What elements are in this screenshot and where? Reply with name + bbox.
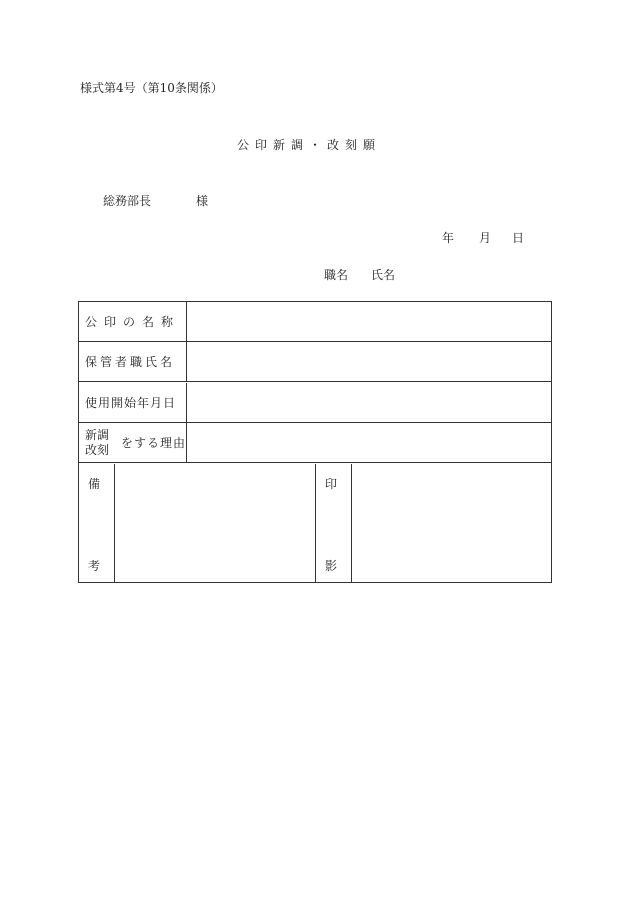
seal-impression-field[interactable] bbox=[352, 464, 551, 582]
custodian-label: 保管者職氏名 bbox=[85, 355, 176, 369]
form-number: 様式第4号（第10条関係） bbox=[80, 81, 223, 95]
date-year-label: 年 bbox=[442, 231, 455, 245]
column-divider bbox=[315, 464, 316, 582]
remarks-label-top: 備 bbox=[88, 477, 101, 491]
remarks-seal-row bbox=[79, 464, 551, 582]
addressee: 総務部長 bbox=[103, 194, 152, 208]
recarve-label: 改刻 bbox=[85, 443, 110, 457]
application-table bbox=[78, 301, 552, 583]
applicant-position-label: 職名 bbox=[324, 268, 349, 282]
seal-name-label: 公印の名称 bbox=[85, 315, 181, 329]
remarks-field[interactable] bbox=[115, 464, 315, 582]
seal-impression-label-bottom: 影 bbox=[325, 559, 338, 573]
date-month-label: 月 bbox=[479, 231, 492, 245]
table-row bbox=[79, 302, 551, 342]
seal-impression-label-top: 印 bbox=[325, 477, 338, 491]
remarks-label-bottom: 考 bbox=[88, 559, 101, 573]
document-title: 公印新調・改刻願 bbox=[237, 138, 382, 152]
start-date-field[interactable] bbox=[187, 383, 551, 422]
start-date-label: 使用開始年月日 bbox=[85, 396, 177, 410]
table-row bbox=[79, 342, 551, 382]
reason-label-stack bbox=[85, 428, 109, 458]
new-make-label: 新調 bbox=[85, 428, 110, 442]
applicant-name-label: 氏名 bbox=[371, 268, 396, 282]
reason-label: をする理由 bbox=[121, 436, 187, 450]
table-row bbox=[79, 383, 551, 423]
row-label-cell bbox=[79, 342, 187, 381]
row-label-cell bbox=[79, 423, 187, 462]
custodian-field[interactable] bbox=[187, 342, 551, 381]
reason-field[interactable] bbox=[187, 423, 551, 462]
table-row bbox=[79, 423, 551, 463]
addressee-honorific: 様 bbox=[196, 194, 209, 208]
date-day-label: 日 bbox=[512, 231, 525, 245]
seal-name-field[interactable] bbox=[187, 302, 551, 341]
row-label-cell bbox=[79, 383, 187, 422]
row-label-cell bbox=[79, 302, 187, 341]
